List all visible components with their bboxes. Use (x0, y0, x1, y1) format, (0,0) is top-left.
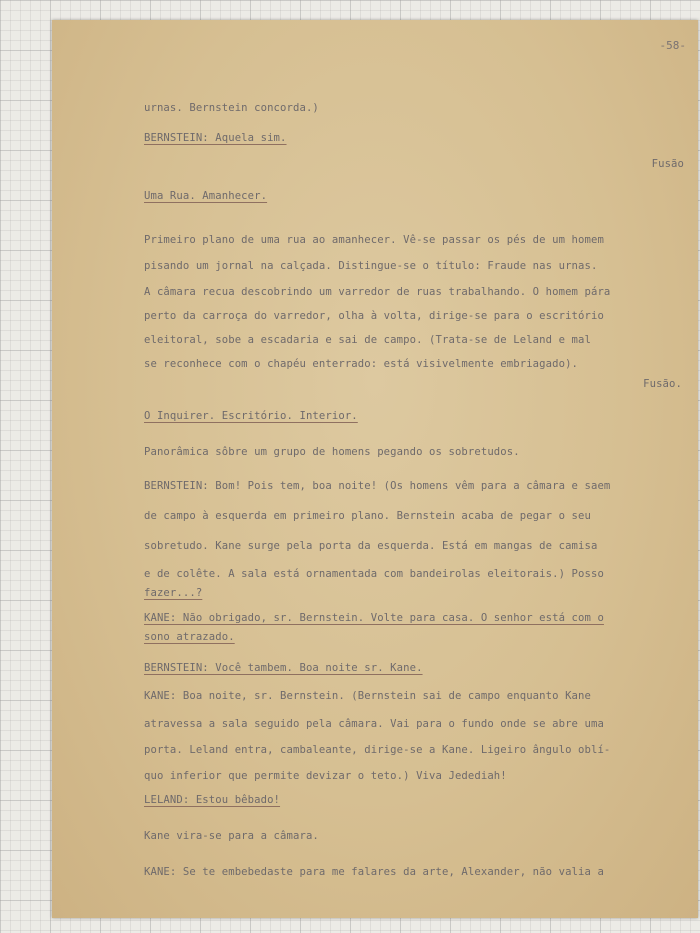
text-line: urnas. Bernstein concorda.) (144, 102, 319, 114)
scene-heading: Uma Rua. Amanhecer. (144, 190, 268, 202)
text-line: atravessa a sala seguido pela câmara. Vai para o fundo onde se abre uma (144, 718, 604, 730)
dialogue-line: BERNSTEIN: Aquela sim. (144, 132, 287, 144)
text-line: porta. Leland entra, cambaleante, dirige-se a Kane. Ligeiro ângulo oblí- (144, 744, 611, 756)
text-line: KANE: Se te embebedaste para me falares da arte, Alexander, não valia a (144, 866, 604, 878)
text-line: KANE: Boa noite, sr. Bernstein. (Bernstein sai de campo enquanto Kane (144, 690, 591, 702)
text-line: quo inferior que permite devizar o teto.) Viva Jedediah! (144, 770, 507, 782)
dialogue-line: LELAND: Estou bêbado! (144, 794, 281, 806)
dialogue-line: KANE: Não obrigado, sr. Bernstein. Volte para casa. O senhor está com o (144, 612, 604, 624)
transition-line: Fusão (651, 158, 684, 170)
transition-line: Fusão. (643, 378, 682, 390)
text-line: e de colête. A sala está ornamentada com bandeirolas eleitorais.) Posso (144, 568, 604, 580)
text-line: Panorâmica sôbre um grupo de homens pegando os sobretudos. (144, 446, 520, 458)
scene-heading: O Inquirer. Escritório. Interior. (144, 410, 358, 422)
text-line: eleitoral, sobe a escadaria e sai de campo. (Trata-se de Leland e mal (144, 334, 591, 346)
text-line: perto da carroça do varredor, olha à volta, dirige-se para o escritório (144, 310, 604, 322)
text-line: pisando um jornal na calçada. Distingue-se o título: Fraude nas urnas. (144, 260, 598, 272)
text-line: Primeiro plano de uma rua ao amanhecer. Vê-se passar os pés de um homem (144, 234, 604, 246)
text-line: A câmara recua descobrindo um varredor de ruas trabalhando. O homem pára (144, 286, 611, 298)
dialogue-line: BERNSTEIN: Você tambem. Boa noite sr. Kane. (144, 662, 423, 674)
text-line: se reconhece com o chapéu enterrado: está visivelmente embriagado). (144, 358, 579, 370)
text-line: BERNSTEIN: Bom! Pois tem, boa noite! (Os homens vêm para a câmara e saem (144, 480, 611, 492)
text-line: sobretudo. Kane surge pela porta da esquerda. Está em mangas de camisa (144, 540, 598, 552)
text-line: Kane vira-se para a câmara. (144, 830, 319, 842)
dialogue-line: sono atrazado. (144, 631, 235, 643)
text-line: de campo à esquerda em primeiro plano. Bernstein acaba de pegar o seu (144, 510, 591, 522)
page-number: -58- (659, 39, 686, 52)
typewritten-page (52, 20, 698, 918)
text-line: fazer...? (144, 587, 203, 599)
